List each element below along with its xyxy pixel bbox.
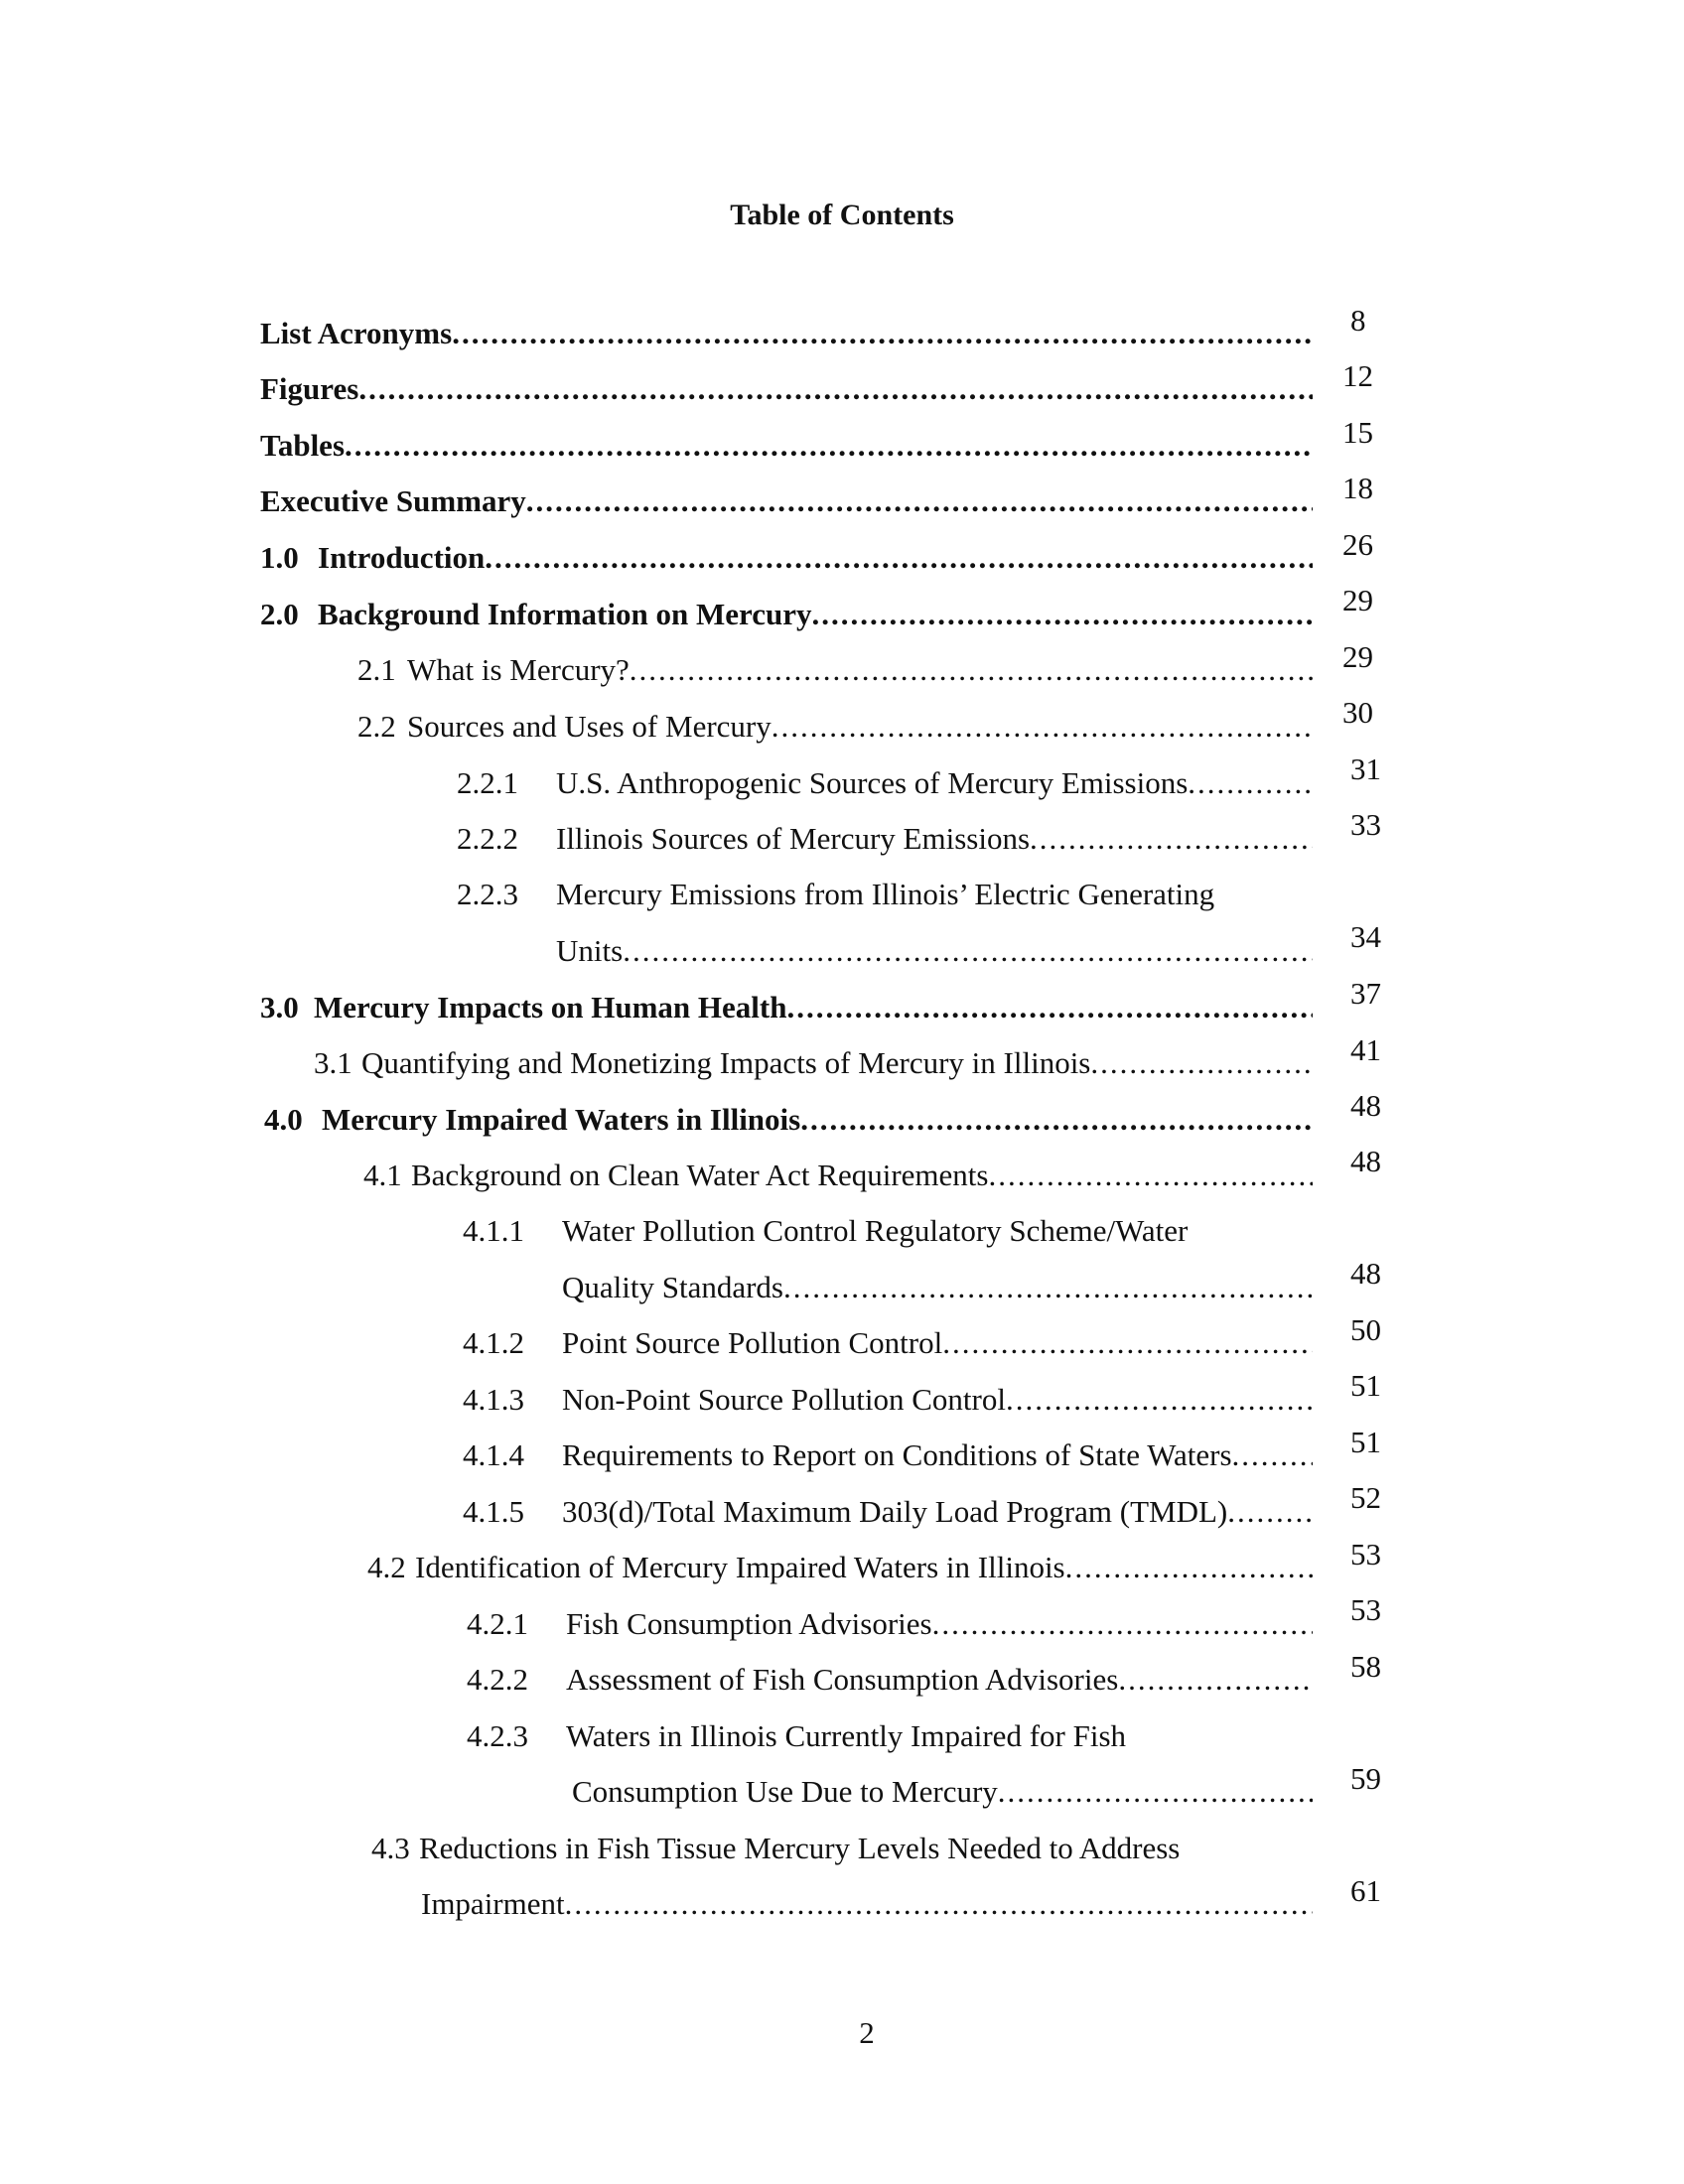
- leader-dots: [988, 1158, 1313, 1193]
- leader-dots: [783, 1270, 1313, 1305]
- toc-entry[interactable]: [367, 1550, 1313, 1593]
- toc-entry-page: 61: [1350, 1873, 1381, 1908]
- leader-dots: [998, 1774, 1313, 1810]
- toc-entry-number: 2.2.3: [457, 877, 518, 911]
- toc-entry-label-continued: Impairment: [421, 1886, 565, 1921]
- leader-dots: [932, 1606, 1313, 1642]
- toc-entry-label: Tables: [260, 428, 346, 463]
- toc-entry[interactable]: [363, 1158, 1313, 1201]
- toc-entry-page: 18: [1342, 471, 1373, 505]
- toc-entry-label: Identification of Mercury Impaired Waters in Illinois: [415, 1550, 1065, 1584]
- toc-entry-label: Executive Summary: [260, 483, 526, 518]
- toc-entry-label: List Acronyms: [260, 316, 453, 350]
- toc-entry-page: 15: [1342, 415, 1373, 450]
- toc-entry-page: 52: [1350, 1480, 1381, 1515]
- toc-entry-number: 4.0: [264, 1102, 303, 1137]
- toc-entry-page: 26: [1342, 527, 1373, 562]
- toc-entry-page: 33: [1350, 807, 1381, 842]
- leader-dots: [811, 597, 1313, 632]
- toc-entry-label: Sources and Uses of Mercury: [407, 709, 772, 744]
- leader-dots: [1227, 1494, 1313, 1530]
- toc-entry-page: 50: [1350, 1312, 1381, 1347]
- toc-entry-page: 30: [1342, 695, 1373, 730]
- toc-entry[interactable]: [457, 765, 1313, 809]
- toc-entry[interactable]: [264, 1102, 1313, 1146]
- toc-entry[interactable]: [260, 483, 1313, 527]
- toc-entry[interactable]: [260, 371, 1313, 415]
- toc-entry-page: 48: [1350, 1144, 1381, 1178]
- leader-dots: [786, 990, 1313, 1025]
- leader-dots: [526, 483, 1313, 519]
- toc-entry-number: 2.2.2: [457, 821, 518, 856]
- toc-entry-number: 4.1.5: [463, 1494, 524, 1529]
- leader-dots: [1030, 821, 1313, 857]
- toc-entry[interactable]: [467, 1662, 1313, 1706]
- toc-entry-label: U.S. Anthropogenic Sources of Mercury Emissions: [556, 765, 1189, 800]
- toc-entry[interactable]: [467, 1606, 1313, 1650]
- toc-entry-number: 4.1.1: [463, 1213, 524, 1248]
- toc-entry[interactable]: [463, 1382, 1313, 1426]
- toc-entry-label: Background on Clean Water Act Requirements: [411, 1158, 989, 1192]
- toc-entry-continuation[interactable]: [562, 1270, 1313, 1313]
- toc-entry-number: 3.0: [260, 990, 299, 1024]
- toc-entry[interactable]: [457, 877, 1313, 920]
- toc-entry-label-continued: Quality Standards: [562, 1270, 783, 1304]
- toc-entry-page: 31: [1350, 751, 1381, 786]
- toc-entry[interactable]: [457, 821, 1313, 865]
- leader-dots: [485, 540, 1313, 576]
- toc-entry-number: 2.2: [357, 709, 396, 744]
- toc-entry-number: 2.2.1: [457, 765, 518, 800]
- toc-entry-number: 4.2.1: [467, 1606, 528, 1641]
- leader-dots: [452, 316, 1313, 351]
- toc-entry-label: Introduction: [318, 540, 486, 575]
- toc-entry[interactable]: [463, 1437, 1313, 1481]
- toc-entry-page: 59: [1350, 1761, 1381, 1796]
- toc-entry-number: 4.1: [363, 1158, 402, 1192]
- toc-entry[interactable]: [260, 540, 1313, 584]
- toc-entry-page: 53: [1350, 1537, 1381, 1571]
- toc-entry-page: 51: [1350, 1368, 1381, 1403]
- toc-entry-label: Fish Consumption Advisories: [566, 1606, 932, 1641]
- leader-dots: [942, 1325, 1313, 1361]
- toc-entry[interactable]: [467, 1718, 1313, 1762]
- toc-entry-label: Quantifying and Monetizing Impacts of Mercury in Illinois: [361, 1045, 1091, 1080]
- toc-entry[interactable]: [463, 1325, 1313, 1369]
- toc-entry-number: 2.0: [260, 597, 299, 631]
- toc-entry-label: Mercury Impacts on Human Health: [314, 990, 787, 1024]
- toc-entry-number: 1.0: [260, 540, 299, 575]
- toc-entry-continuation[interactable]: [572, 1774, 1313, 1818]
- toc-entry-page: 53: [1350, 1592, 1381, 1627]
- toc-entry-label-continued: Consumption Use Due to Mercury: [572, 1774, 998, 1809]
- toc-entry-page: 51: [1350, 1425, 1381, 1459]
- leader-dots: [800, 1102, 1313, 1138]
- toc-entry-label: Non-Point Source Pollution Control: [562, 1382, 1006, 1417]
- toc-entry-number: 2.1: [357, 652, 396, 687]
- toc-entry-page: 8: [1350, 303, 1366, 338]
- leader-dots: [1006, 1382, 1313, 1418]
- toc-entry[interactable]: [260, 316, 1313, 359]
- toc-entry-number: 3.1: [314, 1045, 352, 1080]
- toc-entry-number: 4.1.2: [463, 1325, 524, 1360]
- toc-entry-continuation[interactable]: [421, 1886, 1313, 1930]
- toc-entry-label: 303(d)/Total Maximum Daily Load Program (TMDL): [562, 1494, 1228, 1529]
- toc-entry[interactable]: [357, 652, 1313, 696]
- toc-entry-label: Requirements to Report on Conditions of State Waters: [562, 1437, 1232, 1472]
- leader-dots: [1118, 1662, 1313, 1698]
- toc-entry-label: Reductions in Fish Tissue Mercury Levels Needed to Address: [419, 1831, 1181, 1865]
- page-number: 2: [859, 2015, 875, 2050]
- leader-dots: [1090, 1045, 1313, 1081]
- toc-entry-number: 4.3: [371, 1831, 410, 1865]
- leader-dots: [1188, 765, 1313, 801]
- toc-heading: Table of Contents: [730, 199, 954, 231]
- toc-entry-label: What is Mercury?: [407, 652, 630, 687]
- toc-entry-page: 12: [1342, 358, 1373, 393]
- toc-entry-number: 4.2.2: [467, 1662, 528, 1697]
- toc-entry-label: Point Source Pollution Control: [562, 1325, 943, 1360]
- leader-dots: [623, 933, 1313, 969]
- toc-entry-number: 4.1.3: [463, 1382, 524, 1417]
- leader-dots: [1232, 1437, 1313, 1473]
- toc-entry[interactable]: [357, 709, 1313, 752]
- toc-entry[interactable]: [463, 1213, 1313, 1257]
- toc-entry-page: 37: [1350, 976, 1381, 1011]
- toc-entry-label: Mercury Impaired Waters in Illinois: [322, 1102, 801, 1137]
- leader-dots: [358, 371, 1313, 407]
- toc-entry-number: 4.1.4: [463, 1437, 524, 1472]
- toc-entry-label: Figures: [260, 371, 359, 406]
- toc-entry-label: Mercury Emissions from Illinois’ Electric Generating: [556, 877, 1215, 911]
- toc-entry-label-continued: Units: [556, 933, 624, 968]
- toc-entry-number: 4.2.3: [467, 1718, 528, 1753]
- leader-dots: [1065, 1550, 1313, 1585]
- toc-entry-number: 4.2: [367, 1550, 406, 1584]
- toc-entry[interactable]: [260, 428, 1313, 472]
- leader-dots: [345, 428, 1313, 464]
- toc-entry-page: 34: [1350, 919, 1381, 954]
- toc-entry-label: Waters in Illinois Currently Impaired for Fish: [566, 1718, 1127, 1753]
- toc-entry-page: 29: [1342, 583, 1373, 617]
- leader-dots: [565, 1886, 1313, 1922]
- leader-dots: [630, 652, 1313, 688]
- toc-entry-page: 48: [1350, 1088, 1381, 1123]
- toc-entry-page: 29: [1342, 639, 1373, 674]
- leader-dots: [772, 709, 1313, 745]
- toc-entry-page: 41: [1350, 1032, 1381, 1067]
- toc-entry[interactable]: [260, 597, 1313, 640]
- toc-entry[interactable]: [314, 1045, 1313, 1089]
- toc-entry-label: Background Information on Mercury: [318, 597, 812, 631]
- toc-entry[interactable]: [371, 1831, 1313, 1874]
- toc-entry-page: 58: [1350, 1649, 1381, 1684]
- toc-entry-page: 48: [1350, 1256, 1381, 1291]
- toc-entry[interactable]: [463, 1494, 1313, 1538]
- toc-entry-label: Water Pollution Control Regulatory Scheme/Water: [562, 1213, 1189, 1248]
- toc-entry-label: Illinois Sources of Mercury Emissions: [556, 821, 1031, 856]
- toc-entry[interactable]: [260, 990, 1313, 1033]
- toc-entry-label: Assessment of Fish Consumption Advisories: [566, 1662, 1119, 1697]
- toc-entry-continuation[interactable]: [556, 933, 1313, 977]
